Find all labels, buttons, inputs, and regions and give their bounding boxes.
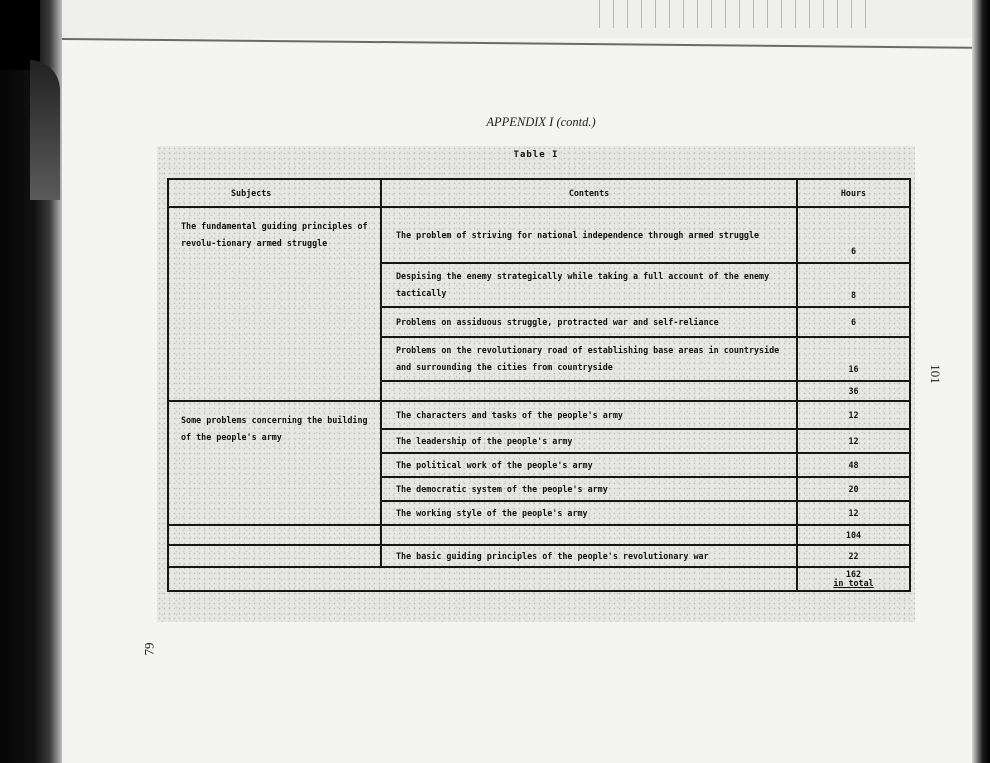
hours-cell: 20 [797, 477, 910, 501]
grand-total-row [168, 567, 910, 591]
hours-cell: 22 [797, 545, 910, 567]
hours-cell: 6 [797, 307, 910, 337]
appendix-title: APPENDIX I (contd.) [486, 115, 596, 129]
subtotal-cell: 104 [797, 525, 910, 545]
subtotal-blank-cell [381, 525, 797, 545]
subtotal-row [168, 525, 910, 545]
blank-subject-cell [168, 545, 381, 567]
column-header-contents: Contents [381, 179, 797, 207]
table-row [168, 207, 910, 263]
page-number-right: 101 [927, 364, 943, 384]
hours-cell: 16 [797, 337, 910, 381]
grand-total-blank-cell [168, 567, 797, 591]
content-cell: Despising the enemy strategically while taking a full account of the enemy tactically [381, 263, 797, 307]
column-header-hours: Hours [797, 179, 910, 207]
content-cell: The working style of the people's army [381, 501, 797, 525]
content-cell: The leadership of the people's army [381, 429, 797, 453]
column-header-subjects: Subjects [168, 179, 381, 207]
subtotal-blank-cell [381, 381, 797, 401]
grand-total-label: in total [833, 578, 874, 588]
table-row [168, 545, 910, 567]
table-header-row [168, 179, 910, 207]
top-rule [62, 38, 972, 49]
hours-cell: 12 [797, 401, 910, 429]
hours-cell: 6 [797, 207, 910, 263]
hours-cell: 48 [797, 453, 910, 477]
content-cell: The democratic system of the people's army [381, 477, 797, 501]
subtotal-cell: 36 [797, 381, 910, 401]
content-cell: The political work of the people's army [381, 453, 797, 477]
content-cell: The characters and tasks of the people's army [381, 401, 797, 429]
content-cell: Problems on the revolutionary road of establishing base areas in countryside and surrounding the cities from countryside [381, 337, 797, 381]
grand-total-cell [797, 567, 910, 591]
table-row [168, 401, 910, 429]
hours-cell: 12 [797, 429, 910, 453]
bleed-through-text [590, 0, 870, 28]
page-number-left: 79 [141, 642, 157, 656]
grand-total-value: 162 [845, 569, 862, 579]
content-cell: The problem of striving for national independence through armed struggle [381, 207, 797, 263]
course-hours-table [167, 178, 911, 592]
subject-cell: The fundamental guiding principles of revolu-tionary armed struggle [168, 207, 381, 401]
hours-cell: 12 [797, 501, 910, 525]
subject-cell: Some problems concerning the building of the people's army [168, 401, 381, 525]
hours-cell: 8 [797, 263, 910, 307]
content-cell: Problems on assiduous struggle, protracted war and self-reliance [381, 307, 797, 337]
page-curl [30, 60, 60, 200]
subtotal-blank-cell [168, 525, 381, 545]
table-caption: Table I [513, 150, 559, 160]
content-cell: The basic guiding principles of the people's revolutionary war [381, 545, 797, 567]
